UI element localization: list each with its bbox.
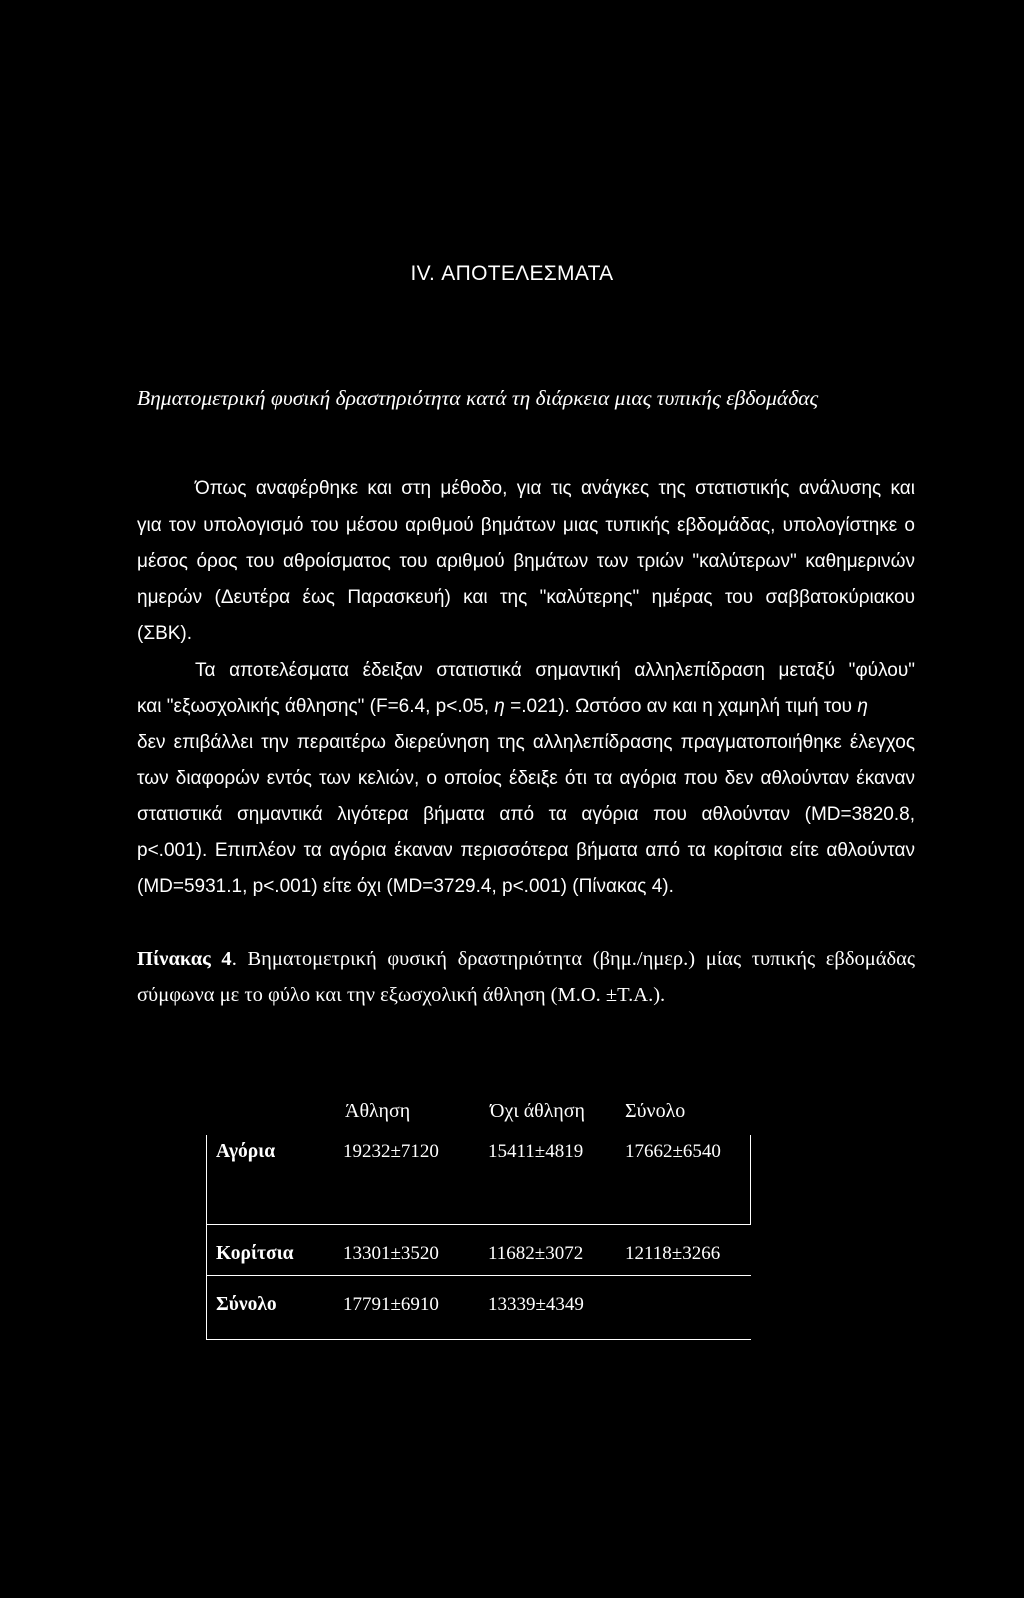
line-part: =.021). Ωστόσο αν και η χαμηλή τιμή του — [504, 696, 858, 717]
paragraph-line: p<.001). Επιπλέον τα αγόρια έκαναν περισσότερα βήματα από τα κορίτσια είτε αθλούνταν — [137, 840, 915, 861]
table-cell: 11682±3072 — [488, 1243, 584, 1264]
paragraph-line: ημερών (Δευτέρα έως Παρασκευή) και της "καλύτερης" ημέρας του σαββατοκύριακου — [137, 587, 915, 608]
table-cell: 17791±6910 — [343, 1294, 439, 1315]
column-header: Άθληση — [345, 1100, 411, 1122]
line-part: και "εξωσχολικής άθλησης" (F=6.4, p<.05, — [137, 696, 495, 717]
row-label: Αγόρια — [216, 1141, 276, 1162]
row-label: Κορίτσια — [216, 1243, 294, 1264]
column-header: Όχι άθληση — [490, 1100, 585, 1122]
paragraph-line: για τον υπολογισμό του μέσου αριθμού βημάτων μιας τυπικής εβδομάδας, υπολογίστηκε ο — [137, 515, 915, 536]
row-divider — [206, 1339, 751, 1340]
caption-line: σύμφωνα με το φύλο και την εξωσχολική άθληση (Μ.Ο. ±Τ.Α.). — [137, 984, 666, 1006]
table-label: Πίνακας 4 — [137, 948, 232, 970]
subheading: Βηματομετρική φυσική δραστηριότητα κατά τη διάρκεια μιας τυπικής εβδομάδας — [137, 386, 819, 410]
caption-line — [137, 948, 915, 971]
table-cell: 13301±3520 — [343, 1243, 439, 1264]
table-cell: 12118±3266 — [625, 1243, 721, 1264]
paragraph-line: (MD=5931.1, p<.001) είτε όχι (MD=3729.4, p<.001) (Πίνακας 4). — [137, 876, 674, 897]
paragraph-line: Όπως αναφέρθηκε και στη μέθοδο, για τις ανάγκες της στατιστικής ανάλυσης και — [195, 478, 915, 499]
caption-text: . Βηματομετρική φυσική δραστηριότητα (βημ./ημερ.) μίας τυπικής εβδομάδας — [231, 948, 915, 970]
paragraph-line: Τα αποτελέσματα έδειξαν στατιστικά σημαντική αλληλεπίδραση μεταξύ "φύλου" — [195, 660, 915, 681]
section-heading: IV. ΑΠΟΤΕΛΕΣΜΑΤΑ — [410, 262, 614, 285]
table-cell: 13339±4349 — [488, 1294, 584, 1315]
row-divider — [206, 1224, 751, 1225]
paragraph-line — [137, 696, 915, 718]
eta-symbol: η — [494, 696, 505, 717]
table-cell: 19232±7120 — [343, 1141, 439, 1162]
row-label: Σύνολο — [216, 1294, 277, 1315]
column-header: Σύνολο — [625, 1100, 686, 1122]
paragraph-line: στατιστικά σημαντικά λιγότερα βήματα από τα αγόρια που αθλούνταν (MD=3820.8, — [137, 804, 915, 825]
paragraph-line: (ΣΒΚ). — [137, 623, 193, 644]
table-cell: 15411±4819 — [488, 1141, 584, 1162]
paragraph-line: μέσος όρος του αθροίσματος του αριθμού βημάτων των τριών "καλύτερων" καθημερινών — [137, 551, 915, 572]
paragraph-line: δεν επιβάλλει την περαιτέρω διερεύνηση της αλληλεπίδρασης πραγματοποιήθηκε έλεγχος — [137, 732, 915, 753]
table-cell: 17662±6540 — [625, 1141, 721, 1162]
table-border — [750, 1135, 751, 1224]
paragraph-line: των διαφορών εντός των κελιών, ο οποίος έδειξε ότι τα αγόρια που δεν αθλούνταν έκαναν — [137, 768, 915, 789]
eta-symbol: η — [857, 696, 868, 717]
table-border — [206, 1135, 207, 1340]
row-divider — [206, 1275, 751, 1276]
